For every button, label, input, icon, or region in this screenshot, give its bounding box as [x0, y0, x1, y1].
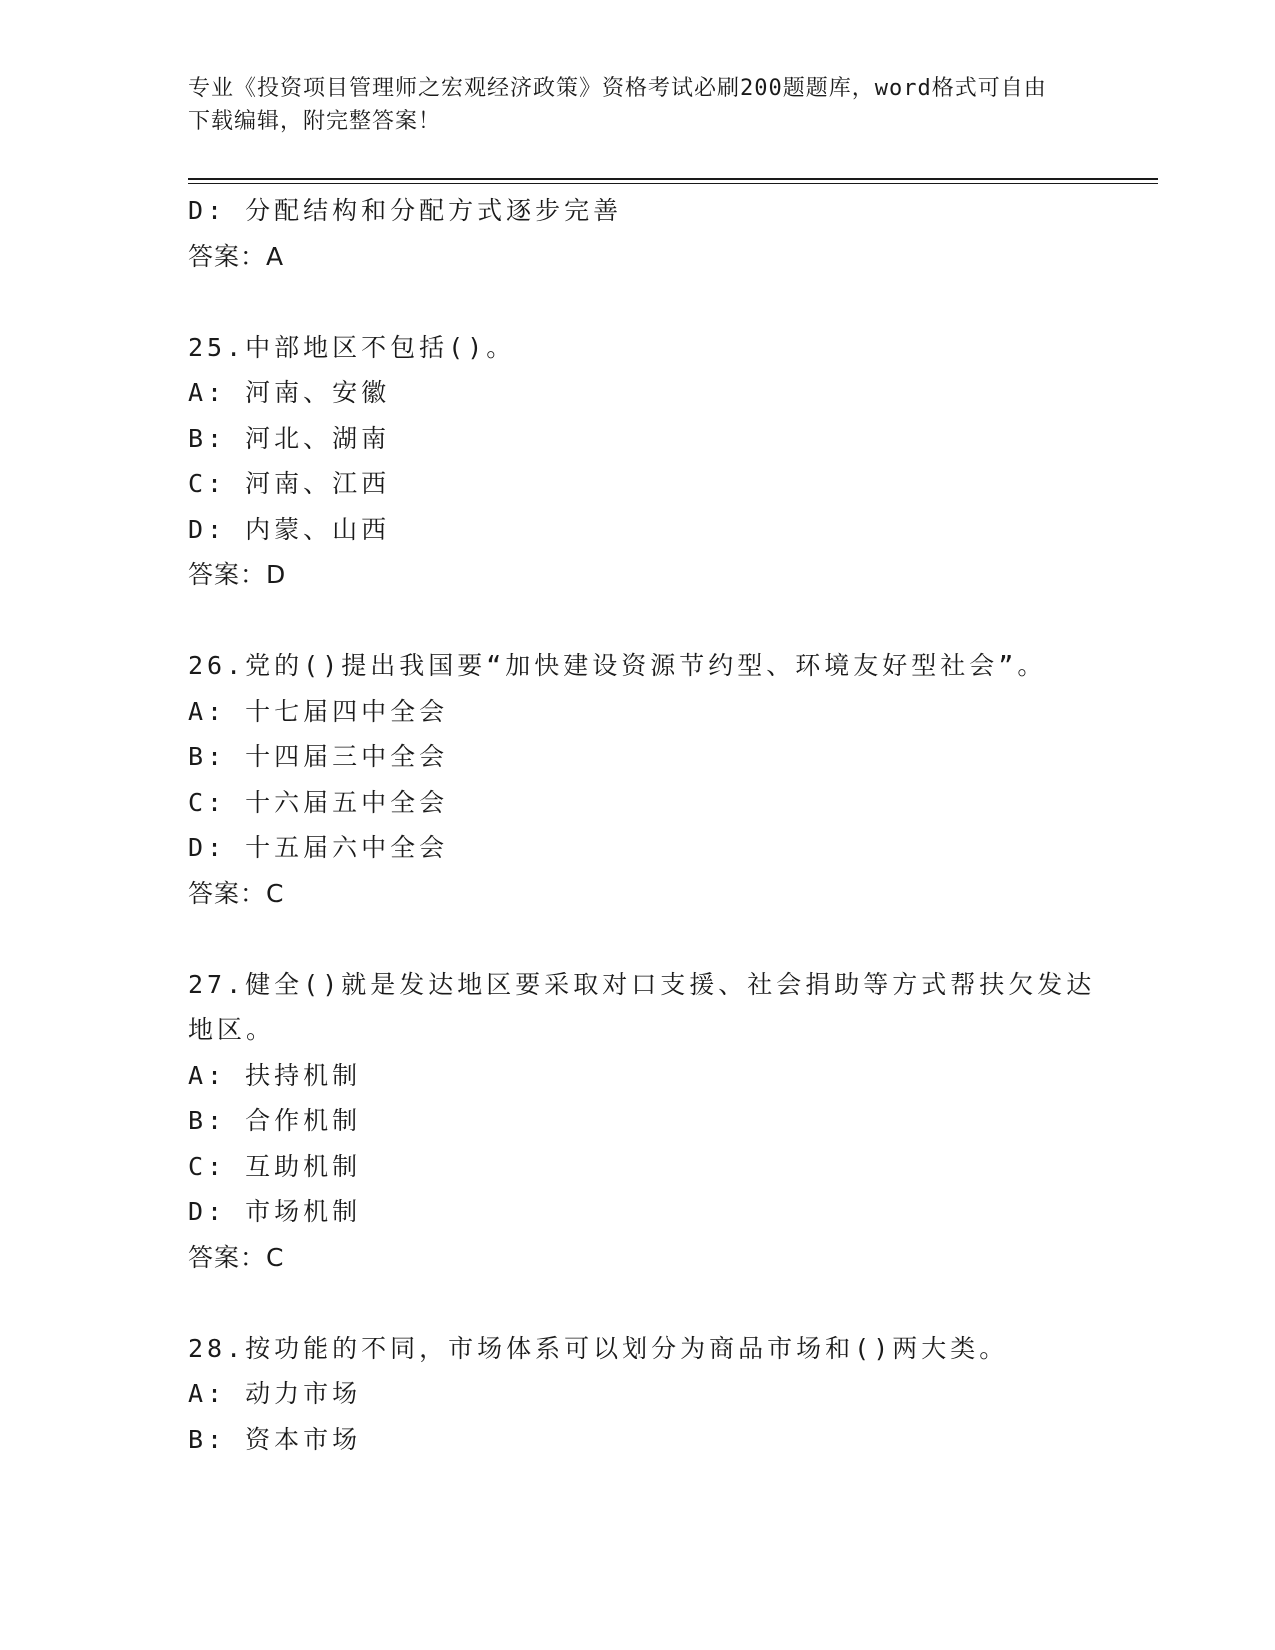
question-25-option-c: C: 河南、江西	[188, 469, 391, 498]
question-26-option-c: C: 十六届五中全会	[188, 787, 449, 817]
question-25-answer: 答案：D	[188, 560, 287, 589]
spacer	[188, 916, 1088, 962]
question-26-answer: 答案：C	[188, 878, 285, 908]
document-header: 专业《投资项目管理师之宏观经济政策》资格考试必刷200题题库，word格式可自由下载编辑，附完整答案！	[188, 76, 1047, 134]
question-27-answer: 答案：C	[188, 1242, 285, 1272]
question-27-option-b: B: 合作机制	[188, 1106, 362, 1135]
question-28-stem: 28.按功能的不同，市场体系可以划分为商品市场和()两大类。	[188, 1333, 1009, 1363]
question-26-stem: 26.党的()提出我国要“加快建设资源节约型、环境友好型社会”。	[188, 651, 1047, 680]
question-25-option-d: D: 内蒙、山西	[188, 514, 391, 544]
question-27-stem-line1: 27.健全()就是发达地区要采取对口支援、社会捐助等方式帮扶欠发达	[188, 969, 1096, 999]
question-26-option-a: A: 十七届四中全会	[188, 696, 449, 726]
question-27-option-c: C: 互助机制	[188, 1151, 362, 1181]
spacer	[188, 598, 1088, 644]
question-26-option-d: D: 十五届六中全会	[188, 833, 449, 862]
question-25-option-a: A: 河南、安徽	[188, 378, 391, 407]
question-26-option-b: B: 十四届三中全会	[188, 742, 449, 771]
question-28-option-a: A: 动力市场	[188, 1379, 362, 1408]
spacer	[188, 1280, 1088, 1326]
header-rule-thick	[188, 178, 1158, 180]
question-28-option-b: B: 资本市场	[188, 1424, 362, 1454]
question-list	[188, 188, 1096, 1462]
header-rule-thin	[188, 183, 1158, 184]
question-25-stem: 25.中部地区不包括()。	[188, 332, 516, 362]
question-25-option-b: B: 河北、湖南	[188, 423, 391, 453]
question-27-option-a: A: 扶持机制	[188, 1060, 362, 1090]
question-27-option-d: D: 市场机制	[188, 1197, 362, 1226]
prev-option-d: D: 分配结构和分配方式逐步完善	[188, 196, 623, 225]
question-27-stem-line2: 地区。	[188, 1015, 276, 1044]
prev-answer: 答案：A	[188, 241, 285, 271]
spacer	[188, 279, 1088, 325]
